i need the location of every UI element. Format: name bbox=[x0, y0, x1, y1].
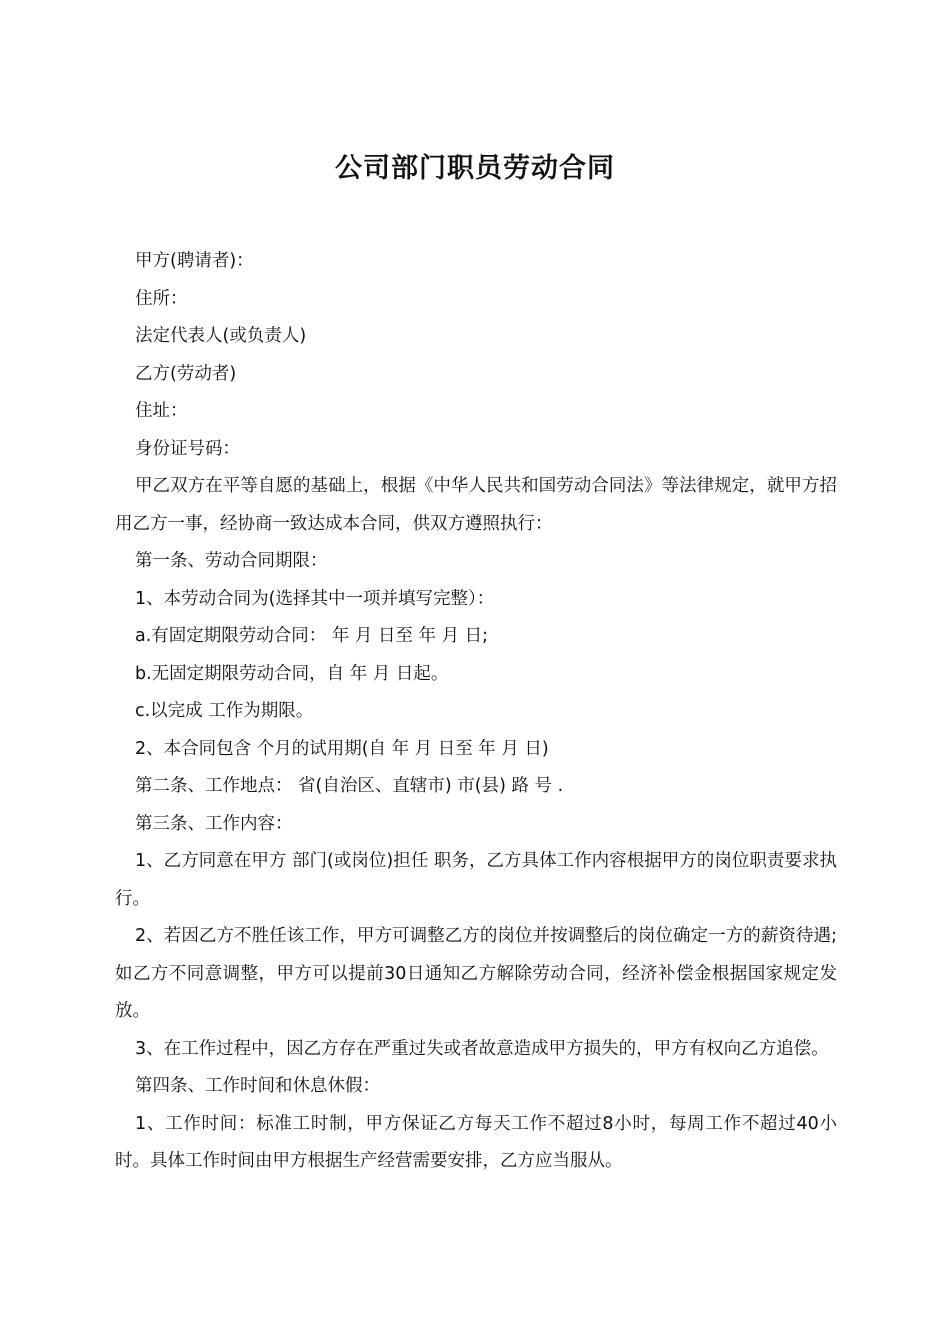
article-1-option-c: c.以完成 工作为期限。 bbox=[135, 701, 314, 721]
party-b-address-line: 住址： bbox=[135, 401, 188, 421]
party-b-line: 乙方(劳动者) bbox=[135, 363, 237, 384]
article-1-clause-1: 1、本劳动合同为(选择其中一项并填写完整）： bbox=[135, 588, 495, 609]
article-3-clause-1: 1、乙方同意在甲方 部门(或岗位)担任 职务，乙方具体工作内容根据甲方的岗位职责要求执行。 bbox=[115, 851, 837, 909]
preamble-paragraph: 甲乙双方在平等自愿的基础上，根据《中华人民共和国劳动合同法》等法律规定，就甲方招用乙方一事，经协商一致达成本合同，供双方遵照执行： bbox=[115, 476, 837, 534]
article-3-clause-3: 3、在工作过程中，因乙方存在严重过失或者故意造成甲方损失的，甲方有权向乙方追偿。 bbox=[135, 1038, 829, 1059]
party-a-line: 甲方(聘请者)： bbox=[135, 251, 254, 271]
article-3-heading: 第三条、工作内容： bbox=[135, 813, 293, 834]
article-2-line: 第二条、工作地点： 省(自治区、直辖市) 市(县) 路 号 . bbox=[135, 776, 564, 796]
article-1-heading: 第一条、劳动合同期限： bbox=[135, 551, 328, 571]
document-title: 公司部门职员劳动合同 bbox=[335, 153, 615, 185]
article-1-option-a: a.有固定期限劳动合同： 年 月 日至 年 月 日; bbox=[135, 626, 489, 646]
article-1-clause-2: 2、本合同包含 个月的试用期(自 年 月 日至 年 月 日) bbox=[135, 738, 549, 759]
id-number-line: 身份证号码： bbox=[135, 438, 240, 459]
article-4-clause-1: 1、工作时间：标准工时制，甲方保证乙方每天工作不超过8小时，每周工作不超过40小时。具体工作时间由甲方根据生产经营需要安排，乙方应当服从。 bbox=[115, 1113, 837, 1171]
legal-representative-line: 法定代表人(或负责人) bbox=[135, 326, 307, 346]
article-3-clause-2: 2、若因乙方不胜任该工作，甲方可调整乙方的岗位并按调整后的岗位确定一方的薪资待遇;如乙方不同意调整，甲方可以提前30日通知乙方解除劳动合同，经济补偿金根据国家规定发放。 bbox=[115, 926, 837, 1021]
party-a-address-line: 住所： bbox=[135, 288, 188, 309]
article-1-option-b: b.无固定期限劳动合同，自 年 月 日起。 bbox=[135, 663, 449, 684]
document-body bbox=[115, 243, 837, 1181]
article-4-heading: 第四条、工作时间和休息休假： bbox=[135, 1076, 380, 1096]
